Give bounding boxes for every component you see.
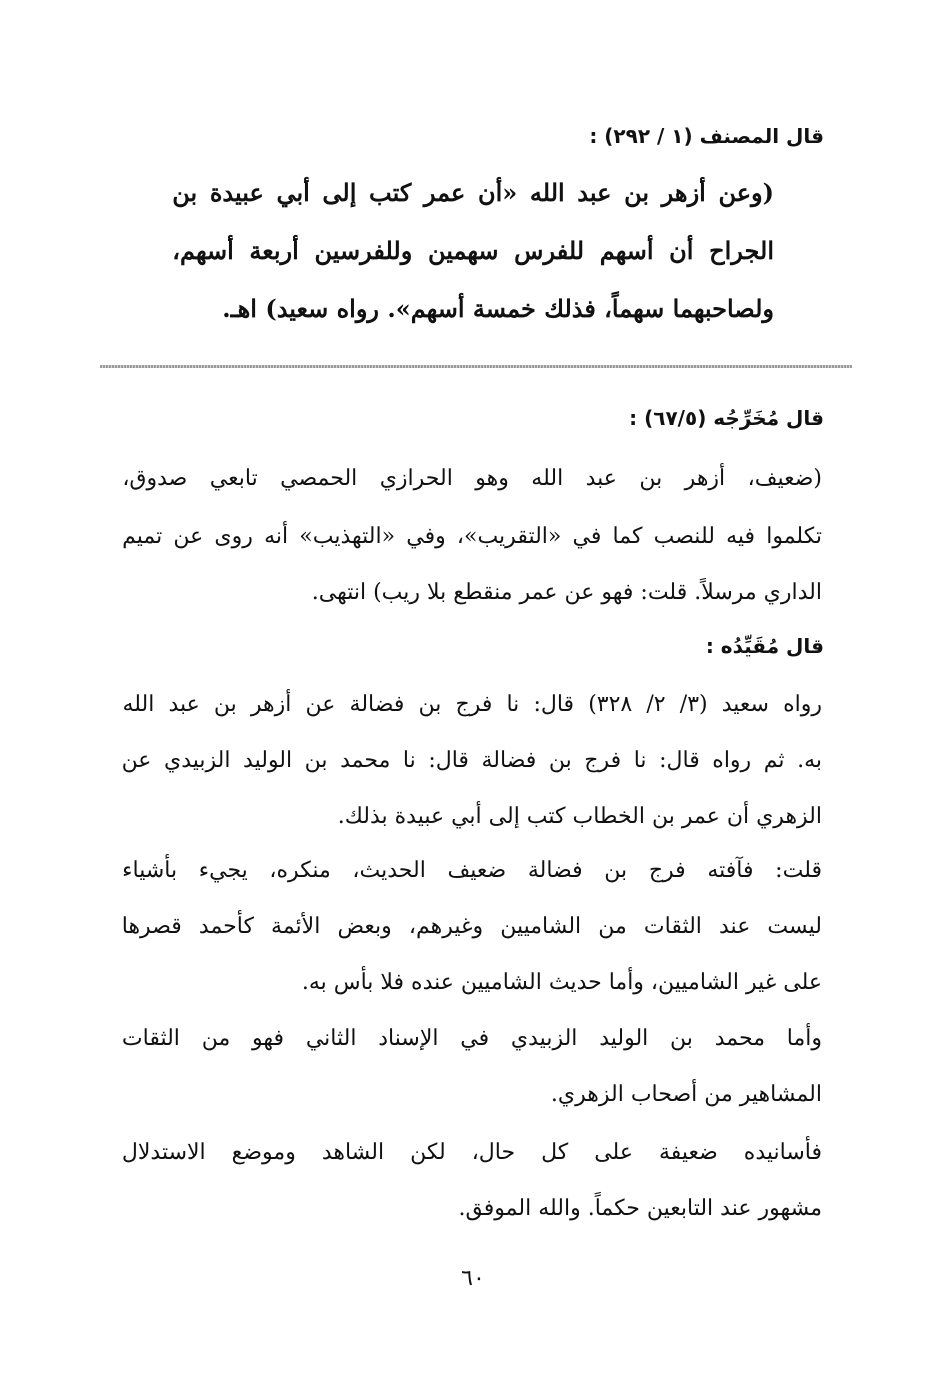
paragraph-line: مشهور عند التابعين حكماً. والله الموفق. (458, 1196, 822, 1221)
paragraph-line: (ضعيف، أزهر بن عبد الله وهو الحرازي الحمصي تابعي صدوق، (122, 466, 822, 491)
page-number: ٦٠ (461, 1266, 485, 1291)
commentary-paragraph (122, 690, 822, 840)
heading-muqayyid-said: قال مُقَيِّدُه : (705, 634, 824, 658)
paragraph-line: فأسانيده ضعيفة على كل حال، لكن الشاهد وموضع الاستدلال (121, 1140, 822, 1165)
takhrij-paragraph (122, 460, 822, 610)
commentary-paragraph (122, 1138, 822, 1238)
paragraph-line: الداري مرسلاً. قلت: فهو عن عمر منقطع بلا ريب) انتهى. (311, 580, 822, 605)
paragraph-line: به. ثم رواه قال: نا فرج بن فضالة قال: نا محمد بن الوليد الزبيدي عن (121, 748, 822, 773)
quote-line: الجراح أن أسهم للفرس سهمين وللفرسين أربعة أسهم، (172, 236, 774, 265)
paragraph-line: تكلموا فيه للنصب كما في «التقريب»، وفي «التهذيب» أنه روى عن تميم (122, 524, 822, 549)
paragraph-line: وأما محمد بن الوليد الزبيدي في الإسناد الثاني فهو من الثقات (121, 1026, 822, 1051)
section-divider (100, 365, 852, 368)
paragraph-line: رواه سعيد (٣/ ٢/ ٣٢٨) قال: نا فرج بن فضالة عن أزهر بن عبد الله (122, 692, 822, 717)
paragraph-line: ليست عند الثقات من الشاميين وغيرهم، وبعض الأئمة كأحمد قصرها (121, 914, 822, 939)
quoted-hadith (172, 170, 774, 330)
heading-takhrij-said: قال مُخَرِّجُه (٦٧/٥) : (629, 406, 824, 430)
commentary-paragraph (122, 1024, 822, 1124)
paragraph-line: الزهري أن عمر بن الخطاب كتب إلى أبي عبيدة بذلك. (337, 804, 822, 829)
quote-line: ولصاحبهما سهماً، فذلك خمسة أسهم». رواه سعيد) اهـ. (222, 294, 774, 323)
paragraph-line: المشاهير من أصحاب الزهري. (550, 1082, 822, 1107)
paragraph-line: قلت: فآفته فرج بن فضالة ضعيف الحديث، منكره، يجيء بأشياء (122, 858, 822, 883)
commentary-paragraph (122, 856, 822, 1006)
quote-line: (وعن أزهر بن عبد الله «أن عمر كتب إلى أبي عبيدة بن (172, 178, 774, 207)
paragraph-line: على غير الشاميين، وأما حديث الشاميين عنده فلا بأس به. (301, 970, 822, 995)
heading-author-said: قال المصنف (١ / ٢٩٢) : (589, 124, 824, 148)
